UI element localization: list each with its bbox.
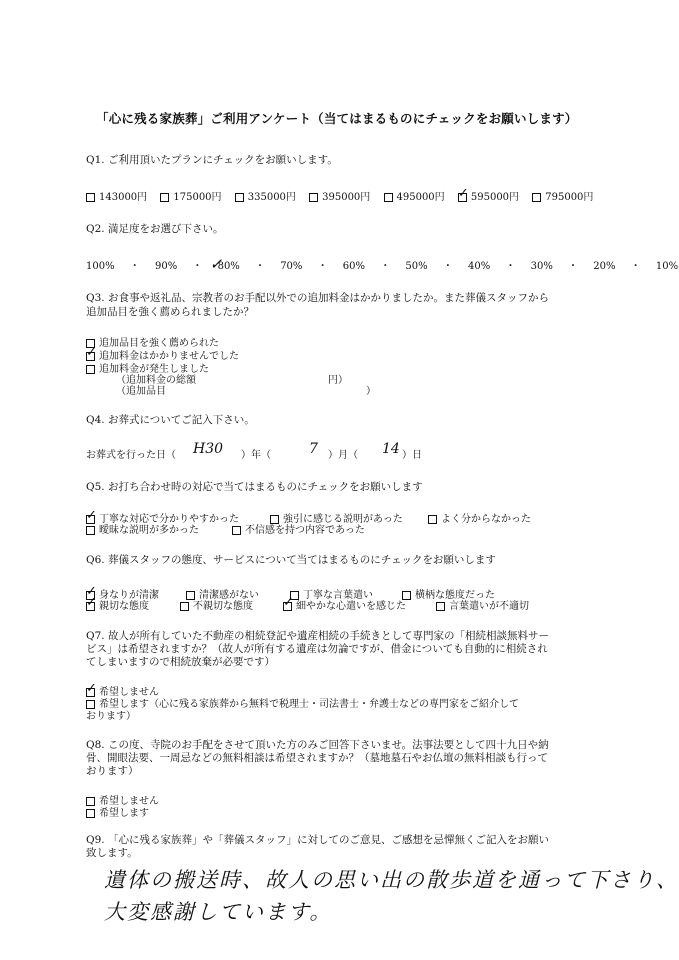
q7-label-line1: Q7. 故人が所有していた不動産の相続登記や遺産相続の手続きとして専門家の「相続相談無料サー [86,630,549,642]
q4-date-prefix: お葬式を行った日（ [86,450,176,461]
q7-option-cont: おります） [86,711,136,722]
q5-option[interactable]: ✓ 丁寧な対応で分かりやすかった [86,508,239,525]
q6-option[interactable]: 清潔感がない [186,586,259,601]
q8-label-line2: 骨、開眼法要、一周忌などの無料相談は希望されますか？（墓地墓石やお仏壇の無料相談も行って [86,752,548,764]
q3-fee-unit: 円） [328,375,348,386]
q9-answer-line1[interactable]: 遺体の搬送時、故人の思い出の散歩道を通って下さり、 [104,868,679,892]
q6-option[interactable]: ✓ 身なりが清潔 [86,584,159,601]
checkbox[interactable] [232,526,241,535]
scale-item[interactable]: 60% [342,261,366,272]
scale-item[interactable]: 90% [154,261,178,272]
q1-option[interactable]: 175000円 [160,192,221,203]
q1-option[interactable]: 143000円 [86,192,147,203]
checkbox-checked[interactable] [283,595,294,611]
check-mark-icon: ✓ [457,186,469,201]
q6-option[interactable]: 丁寧な言葉遣い [290,586,373,601]
q4-month-value[interactable]: 7 [309,441,318,457]
q3-item-close: ） [366,386,376,397]
q1-option[interactable]: ✓ 595000円 [457,186,520,203]
checkbox[interactable] [235,193,244,202]
checkbox[interactable] [428,515,437,524]
q9-label-line2: 致します。 [86,847,138,859]
checkbox[interactable] [180,602,189,611]
checkbox-checked[interactable] [86,595,97,611]
check-mark-icon: ✓ [86,584,97,599]
q3-label-line1: Q3. お食事や返礼品、宗教者のお手配以外での追加料金はかかりましたか。また葬儀スタッフから [86,292,549,304]
q9-answer-line2[interactable]: 大変感謝しています。 [104,900,333,924]
q3-option[interactable]: 追加料金が発生しました [86,360,209,375]
q6-option[interactable]: 言葉遣いが不適切 [436,597,529,612]
checkbox[interactable] [86,193,95,202]
scale-item[interactable]: 40% [468,261,491,272]
scale-item-selected[interactable]: ✓ 80% [209,255,240,273]
q1-option[interactable]: 395000円 [309,192,370,203]
q8-option[interactable]: 希望しません [86,792,159,807]
q7-label-line3: てしまいますので相続放棄が必要です） [86,656,275,668]
q6-option[interactable]: 不親切な態度 [180,597,253,612]
checkbox[interactable] [384,193,393,202]
q3-label-line2: 追加品目を強く薦められましたか？ [86,306,254,318]
separator-dot: ・ [442,261,453,272]
q7-option[interactable]: ✓ 希望しません [86,681,159,698]
separator-dot: ・ [317,261,328,272]
scale-item[interactable]: 20% [593,261,616,272]
scale-item[interactable]: 10% [655,261,679,272]
check-mark-icon: ✓ [283,595,294,610]
q6-option[interactable]: ✓ 細やかな心遣いを感じた [283,595,406,612]
checkbox[interactable] [309,193,318,202]
q1-option[interactable]: 495000円 [384,192,445,203]
separator-dot: ・ [192,261,203,272]
checkbox[interactable] [86,809,95,818]
q3-additional-item: （追加品目 [116,386,166,397]
scale-item[interactable]: 70% [280,261,303,272]
q3-additional-fee: （追加料金の総額 [116,375,196,386]
checkbox[interactable] [86,365,95,374]
q8-option[interactable]: 希望します [86,804,149,819]
q1-label: Q1. ご利用頂いたプランにチェックをお願いします。 [86,154,338,166]
separator-dot: ・ [380,261,391,272]
checkbox-checked[interactable] [457,186,469,202]
checkbox[interactable] [86,526,95,535]
q5-option[interactable]: よく分からなかった [428,510,531,525]
check-mark-icon: ✓ [209,255,223,273]
q8-label-line1: Q8. この度、寺院のお手配をさせて頂いた方のみご回答下さいませ。法事法要として四十九日や納 [86,739,549,751]
q2-scale [86,257,678,272]
q5-option[interactable]: 曖昧な説明が多かった [86,521,199,536]
q9-label-line1: Q9. 「心に残る家族葬」や「葬儀スタッフ」に対してのご意見、ご感想を忌憚無くご記入をお願い [86,834,549,846]
check-mark-icon: ✓ [86,508,97,523]
q4-year-value[interactable]: H30 [193,441,224,457]
q7-label-line2: ビス」は希望されますか？（故人が所有する遺産は勿論ですが、借金についても自動的に相続され [86,643,548,655]
q4-day-suffix: ）日 [402,450,422,461]
check-mark-icon: ✓ [86,681,97,696]
q1-option[interactable]: 795000円 [532,192,593,203]
q5-option[interactable]: 不信感を持つ内容であった [232,521,365,536]
check-mark-icon: ✓ [86,345,97,360]
scale-item[interactable]: 30% [530,261,553,272]
q4-month-suffix: ）月（ [328,450,358,461]
q6-label: Q6. 葬儀スタッフの態度、サービスについて当てはまるものにチェックをお願いします [86,554,496,566]
q2-label: Q2. 満足度をお選び下さい。 [86,223,224,235]
checkbox[interactable] [532,193,541,202]
separator-dot: ・ [505,261,516,272]
q6-option[interactable]: 横柄な態度だった [402,586,495,601]
separator-dot: ・ [255,261,265,272]
q4-year-suffix: ）年（ [241,450,271,461]
q4-day-value[interactable]: 14 [382,441,400,457]
separator-dot: ・ [568,261,579,272]
separator-dot: ・ [630,261,641,272]
q1-options [86,188,593,203]
scale-item[interactable]: 50% [405,261,428,272]
q1-option[interactable]: 335000円 [235,192,296,203]
q6-option[interactable]: ✓ 親切な態度 [86,595,149,612]
q8-label-line3: おります） [86,765,139,777]
q3-option[interactable]: ✓ 追加料金はかかりませんでした [86,345,239,362]
q5-label: Q5. お打ち合わせ時の対応で当てはまるものにチェックをお願いします [86,481,423,493]
q4-label: Q4. お葬式についてご記入下さい。 [86,414,255,426]
separator-dot: ・ [129,261,140,272]
q5-option[interactable]: 強引に感じる説明があった [270,510,403,525]
checkbox[interactable] [160,193,169,202]
check-mark-icon: ✓ [86,595,97,610]
checkbox[interactable] [436,602,445,611]
scale-item[interactable]: 100% [86,261,115,272]
q3-option[interactable]: 追加品目を強く薦められた [86,334,219,349]
page-title: 「心に残る家族葬」ご利用アンケート（当てはまるものにチェックをお願いします） [96,111,578,126]
q7-option[interactable]: 希望します（心に残る家族葬から無料で税理士・司法書士・弁護士などの専門家をご紹介して [86,695,519,710]
